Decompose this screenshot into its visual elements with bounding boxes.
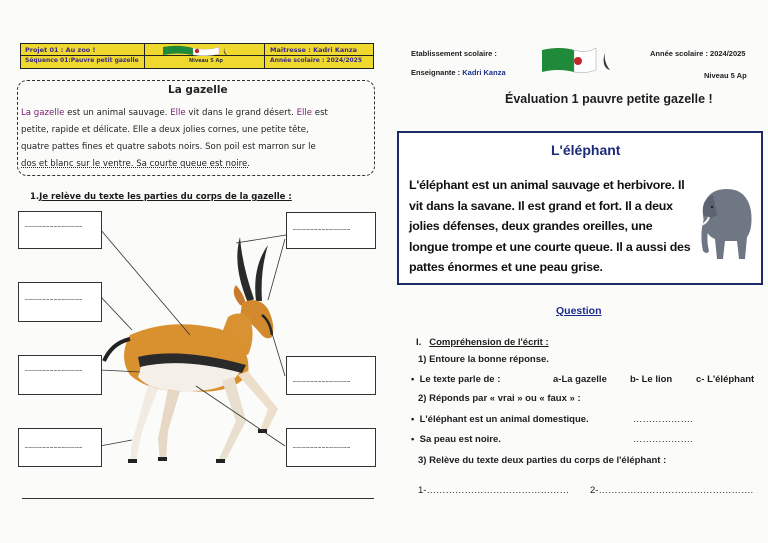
elephant-text-box [397,131,763,285]
answer-dots: …………………………………… [25,222,83,229]
answer-box-2[interactable] [18,282,102,322]
sequence-label: Séquence 01:Pauvre petit gazelle [25,57,139,64]
answer-line-1[interactable]: 1-……………………………………… [418,485,569,496]
answer-dots: …………………………………… [293,443,351,450]
answer-box-3[interactable] [18,355,102,395]
elle-word: Elle [170,108,186,118]
gazelle-line-3: quatre pattes fines et quatre sabots noirs. Son poil est marron sur le [21,142,316,152]
question-title: Question [556,305,602,317]
statement-2 [411,434,501,445]
statement-1 [411,414,589,425]
gazelle-line-4: dos et blanc sur le ventre. Sa courte queue est noire. [21,159,250,169]
question-2-instruction: 2) Réponds par « vrai » ou « faux » : [418,393,581,404]
elephant-paragraph: L'éléphant est un animal sauvage et herbivore. Il vit dans la savane. Il est grand et fort. Il a deux jolies défenses, deux grandes oreilles, une longue trompe et une courte queue. Il a aussi des pattes énormes et une peau grise. [409,178,691,274]
school-year-label: Année scolaire : 2024/2025 [270,57,363,64]
level-label: Niveau 5 Ap [704,71,747,80]
answer-dots: …………………………………… [25,295,83,302]
answer-box-4[interactable] [18,428,102,467]
section-1-number: I. [416,337,422,348]
bullet: • [411,414,415,425]
bullet: • [411,374,415,385]
question-1-text: Je relève du texte les parties du corps de la gazelle : [39,192,292,202]
option-b[interactable]: b- Le lion [630,374,673,385]
statement-2-text: Sa peau est noire. [419,434,501,445]
elephant-title: L'éléphant [551,142,621,158]
gazelle-word: La gazelle [21,108,65,118]
school-year-label: Année scolaire : 2024/2025 [650,49,746,58]
answer-box-7[interactable] [286,428,376,467]
question-1-number: 1. [30,192,40,202]
option-c[interactable]: c- L'éléphant [696,374,755,385]
level-label: Niveau 5 Ap [189,58,223,64]
project-label: Projet 01 : Au zoo ! [25,46,96,54]
answer-box-5[interactable] [286,212,376,249]
gazelle-line-2: petite, rapide et délicate. Elle a deux jolies cornes, une petite tête, [21,125,309,135]
gazelle-title: La gazelle [168,84,228,96]
section-1-heading [416,337,549,348]
answer-box-1[interactable] [18,211,102,249]
answer-dots: …………………………………… [25,366,83,373]
text-span: est [312,108,328,118]
statement-1-text: L'éléphant est un animal domestique. [419,414,589,425]
answer-line-2[interactable]: 2-…………………………………………. [590,485,754,496]
question-1-instruction: 1) Entoure la bonne réponse. [418,354,549,365]
answer-dots: …………………………………… [293,225,351,232]
option-a[interactable]: a-La gazelle [553,374,607,385]
teacher-name: Kadri Kanza [462,68,506,77]
answer-dots: …………………………………… [293,377,351,384]
page-divider [22,498,374,499]
answer-box-6[interactable] [286,356,376,395]
teacher-label: Enseignante : [411,68,463,77]
teacher-line [411,68,506,77]
section-1-text: Compréhension de l'écrit : [429,337,549,348]
question-1-row [411,374,500,385]
elephant-illustration [695,181,757,263]
algeria-flag-icon [540,44,620,76]
question-3-instruction: 3) Relève du texte deux parties du corps de l'éléphant : [418,455,667,466]
answer-dots: …………………………………… [25,443,83,450]
text-span: vit dans le grand désert. [185,108,297,118]
question-1-prompt: Le texte parle de : [419,374,501,385]
text-span: est un animal sauvage. [64,108,171,118]
school-label: Etablissement scolaire : [411,49,497,58]
bullet: • [411,434,415,445]
statement-1-answer[interactable]: ………………. [633,414,693,425]
evaluation-title: Évaluation 1 pauvre petite gazelle ! [505,92,713,106]
statement-2-answer[interactable]: ………………. [633,434,693,445]
teacher-label: Maitresse : Kadri Kanza [270,46,358,54]
elle-word: Elle [296,108,313,118]
